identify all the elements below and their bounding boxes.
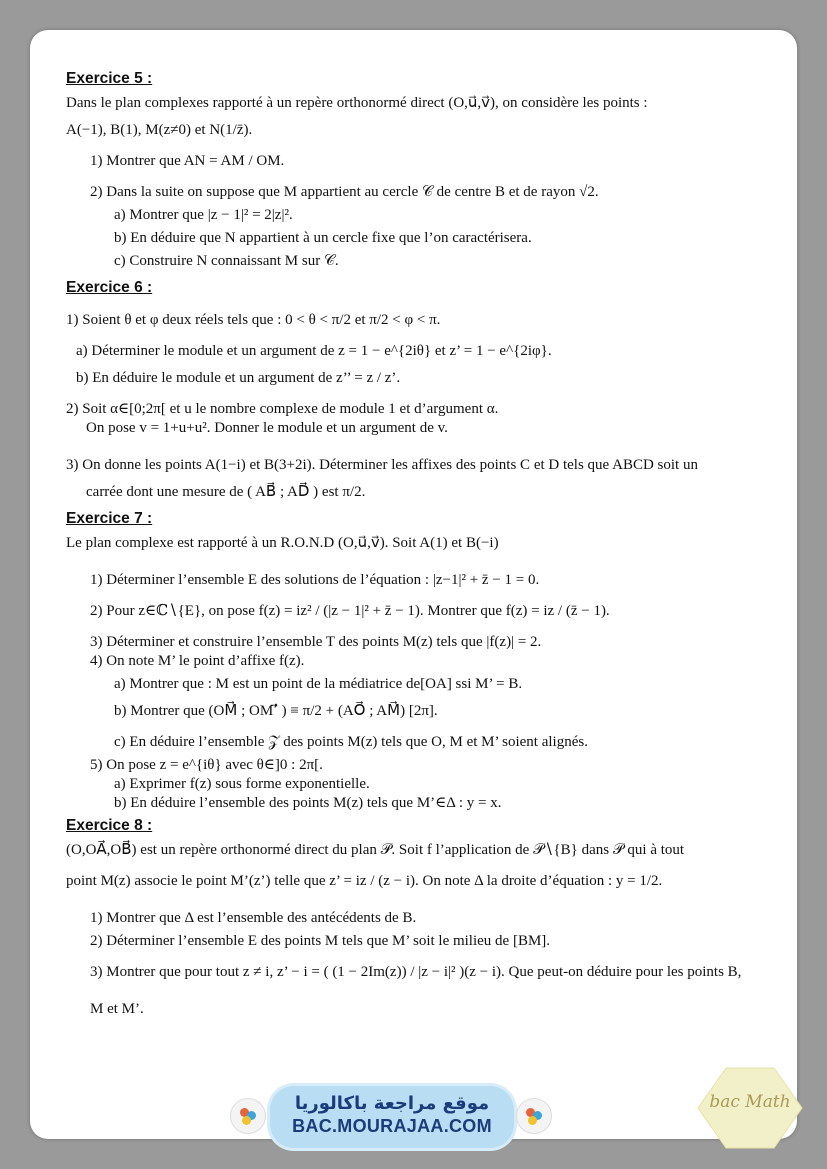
- ex5-q2: 2) Dans la suite on suppose que M appartient au cercle 𝒞 de centre B et de rayon √2.: [90, 184, 599, 200]
- ex7-q3: 3) Déterminer et construire l’ensemble T des points M(z) tels que |f(z)| = 2.: [90, 634, 542, 650]
- ex8-q3: 3) Montrer que pour tout z ≠ i, z’ − i = ( (1 − 2Im(z)) / |z − i|² )(z − i). Que peut-on déduire pour les points B,: [90, 964, 742, 980]
- ex7-q1: 1) Déterminer l’ensemble E des solutions de l’équation : |z−1|² + z̄ − 1 = 0.: [90, 572, 540, 588]
- exercise-8: [66, 817, 778, 1019]
- ex6-q1: 1) Soient θ et φ deux réels tels que : 0 < θ < π/2 et π/2 < φ < π.: [66, 312, 441, 328]
- site-name-arabic: موقع مراجعة باكالوريا: [294, 1093, 490, 1114]
- ex7-q4: 4) On note M’ le point d’affixe f(z).: [90, 653, 305, 669]
- site-logo-icon: [230, 1098, 266, 1134]
- ex7-q2: 2) Pour z∈ℂ∖{E}, on pose f(z) = iz² / (|z − 1|² + z̄ − 1). Montrer que f(z) = iz / (z̄ − 1).: [90, 603, 610, 619]
- exercise-7: [66, 510, 778, 813]
- ex7-q4a: a) Montrer que : M est un point de la médiatrice de[OA] ssi M’ = B.: [114, 676, 523, 692]
- site-url-link[interactable]: BAC.MOURAJAA.COM: [292, 1116, 492, 1136]
- ex6-q1a: a) Déterminer le module et un argument de z = 1 − e^{2iθ} et z’ = 1 − e^{2iφ}.: [76, 343, 552, 359]
- page-content: [66, 70, 778, 1019]
- ex8-intro: (O,OA⃗,OB⃗) est un repère orthonormé direct du plan 𝒫. Soit f l’application de 𝒫∖{B} dans 𝒫 qui à tout: [66, 842, 685, 858]
- ex8-q2: 2) Déterminer l’ensemble E des points M tels que M’ soit le milieu de [BM].: [90, 933, 551, 949]
- ex8-intro-cont: point M(z) associe le point M’(z’) telle que z’ = iz / (z − i). On note Δ la droite d’équation : y = 1/2.: [66, 873, 663, 889]
- exercise-5: [66, 70, 778, 271]
- ex7-intro: Le plan complexe est rapporté à un R.O.N.D (O,u⃗,v⃗). Soit A(1) et B(−i): [66, 535, 499, 551]
- exercise-8-title: Exercice 8 :: [66, 817, 153, 834]
- ex6-q2: 2) Soit α∈[0;2π[ et u le nombre complexe de module 1 et d’argument α.: [66, 401, 499, 417]
- ex6-q2-def: On pose v = 1+u+u². Donner le module et un argument de v.: [86, 420, 448, 436]
- exercise-6: [66, 279, 778, 502]
- bac-math-logo-text: bac Math: [709, 1092, 791, 1112]
- ex5-points: A(−1), B(1), M(z≠0) et N(1/z̄).: [66, 122, 253, 138]
- ex6-q3-cont: carrée dont une mesure de ( AB⃗ ; AD⃗ ) est π/2.: [86, 484, 366, 500]
- ex7-q4b: b) Montrer que (OM⃗ ; OM’⃗ ) ≡ π/2 + (AO⃗ ; AM⃗) [2π].: [114, 703, 438, 719]
- site-logo-icon: [516, 1098, 552, 1134]
- ex7-q5: 5) On pose z = e^{iθ} avec θ∈]0 : 2π[.: [90, 757, 323, 773]
- ex5-q2b: b) En déduire que N appartient à un cercle fixe que l’on caractérisera.: [114, 230, 532, 246]
- exercise-5-title: Exercice 5 :: [66, 70, 153, 87]
- ex5-q2a: a) Montrer que |z − 1|² = 2|z|².: [114, 207, 293, 223]
- ex8-q3-cont: M et M’.: [90, 1001, 144, 1017]
- site-badge[interactable]: [270, 1086, 514, 1148]
- ex7-q5a: a) Exprimer f(z) sous forme exponentielle.: [114, 776, 370, 792]
- ex5-q2c: c) Construire N connaissant M sur 𝒞.: [114, 253, 339, 269]
- ex8-q1: 1) Montrer que Δ est l’ensemble des antécédents de B.: [90, 910, 417, 926]
- ex7-q5b: b) En déduire l’ensemble des points M(z) tels que M’∈Δ : y = x.: [114, 795, 502, 811]
- ex5-q1: 1) Montrer que AN = AM / OM.: [90, 153, 285, 169]
- exercise-7-title: Exercice 7 :: [66, 510, 153, 527]
- ex6-q3: 3) On donne les points A(1−i) et B(3+2i). Déterminer les affixes des points C et D tels que ABCD soit un: [66, 457, 698, 473]
- bac-math-logo: [696, 1066, 804, 1150]
- ex6-q1b: b) En déduire le module et un argument de z’’ = z / z’.: [76, 370, 401, 386]
- ex7-q4c: c) En déduire l’ensemble 𝒵 des points M(z) tels que O, M et M’ soient alignés.: [114, 734, 588, 750]
- exercise-6-title: Exercice 6 :: [66, 279, 153, 296]
- ex5-intro: Dans le plan complexes rapporté à un repère orthonormé direct (O,u⃗,v⃗), on considère les points :: [66, 95, 648, 111]
